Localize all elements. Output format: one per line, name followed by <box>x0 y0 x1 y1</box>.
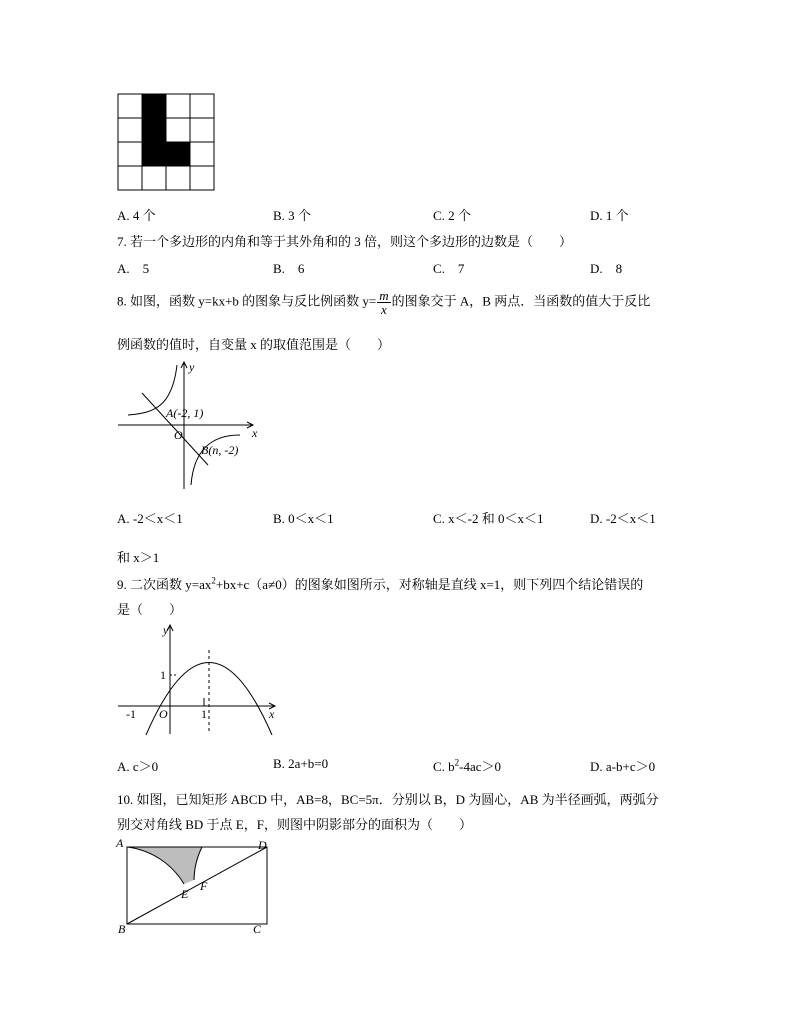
q9-option-c-post: -4ac＞0 <box>459 759 502 774</box>
q9-option-c-pre: C. b <box>433 759 455 774</box>
grid-cell-empty <box>166 118 190 142</box>
q8-frac-numerator: m <box>379 288 389 303</box>
q9-tick-x-neg1: -1 <box>126 707 136 721</box>
grid-cell-filled <box>142 142 166 166</box>
q8-stem-part2: 的图象交于 A，B 两点．当函数的值大于反比 <box>391 293 651 309</box>
grid-cell-filled <box>142 118 166 142</box>
grid-cell-filled <box>142 94 166 118</box>
grid-cell-empty <box>118 94 142 118</box>
q9-option-c-sup: 2 <box>454 757 460 768</box>
q7-option-c[interactable]: C. 7 <box>433 261 465 276</box>
q8-frac-denominator: x <box>381 302 387 317</box>
grid-cell-filled <box>166 142 190 166</box>
q9-option-d[interactable]: D. a-b+c＞0 <box>590 759 656 774</box>
q8-stem-line2: 例函数的值时，自变量 x 的取值范围是（ ） <box>117 337 391 352</box>
grid-cell-empty <box>142 166 166 190</box>
q9-option-a[interactable]: A. c＞0 <box>117 759 159 774</box>
q10-shaded-region <box>127 847 202 884</box>
q9-graph-figure <box>114 620 284 740</box>
q9-stem-sup: 2 <box>211 575 216 586</box>
q9-x-label: x <box>269 707 275 721</box>
q8-option-c[interactable]: C. x＜-2 和 0＜x＜1 <box>433 511 544 526</box>
q8-x-label: x <box>252 426 258 440</box>
grid-cell-empty <box>190 166 214 190</box>
q9-stem-line2: 是（ ） <box>117 602 183 617</box>
q9-origin-label: O <box>159 707 168 721</box>
grid-cell-empty <box>118 142 142 166</box>
grid-cell-empty <box>166 166 190 190</box>
q8-origin-label: O <box>174 428 183 442</box>
q10-rectangle-figure <box>112 835 282 935</box>
grid-cell-empty <box>190 142 214 166</box>
q8-graph-figure <box>114 355 274 495</box>
q9-tick-y1: 1 <box>160 668 166 682</box>
q6-grid-figure <box>116 93 216 191</box>
q10-stem-line1: 10. 如图，已知矩形 ABCD 中，AB=8，BC=5π．分别以 B，D 为圆心，AB 为半径画弧，两弧分 <box>117 792 659 807</box>
q10-label-b: B <box>118 922 126 935</box>
grid-cell-empty <box>166 94 190 118</box>
q6-option-b[interactable]: B. 3 个 <box>273 208 311 223</box>
q8-fraction <box>377 289 390 316</box>
q8-point-b-label: B(n, -2) <box>201 443 239 457</box>
grid-cell-empty <box>190 94 214 118</box>
q10-stem-line2: 别交对角线 BD 于点 E，F，则图中阴影部分的面积为（ ） <box>117 817 472 832</box>
q8-option-d-wrap: 和 x＞1 <box>117 550 160 565</box>
grid-cell-empty <box>118 118 142 142</box>
q9-stem-line1 <box>117 574 643 593</box>
q8-option-d[interactable]: D. -2＜x＜1 <box>590 511 656 526</box>
q9-stem-part1: 9. 二次函数 y=ax <box>117 577 212 592</box>
grid-cell-empty <box>190 118 214 142</box>
q8-option-a[interactable]: A. -2＜x＜1 <box>117 511 183 526</box>
q10-label-f: F <box>200 879 208 893</box>
q10-label-e: E <box>181 887 189 901</box>
q7-option-d[interactable]: D. 8 <box>590 261 623 276</box>
q6-option-c[interactable]: C. 2 个 <box>433 208 471 223</box>
q9-y-label: y <box>163 623 169 637</box>
q8-stem-part1: 8. 如图，函数 y=kx+b 的图象与反比例函数 y= <box>117 293 377 309</box>
q7-option-a[interactable]: A. 5 <box>117 261 150 276</box>
q8-stem-line1 <box>117 289 650 316</box>
q8-option-b[interactable]: B. 0＜x＜1 <box>273 511 334 526</box>
q6-option-a[interactable]: A. 4 个 <box>117 208 156 223</box>
q8-point-a-label: A(-2, 1) <box>166 406 204 420</box>
q10-label-d: D <box>258 838 267 852</box>
q6-option-d[interactable]: D. 1 个 <box>590 208 629 223</box>
q7-stem: 7. 若一个多边形的内角和等于其外角和的 3 倍，则这个多边形的边数是（ ） <box>117 234 573 249</box>
q8-y-label: y <box>189 360 195 374</box>
q7-option-b[interactable]: B. 6 <box>273 261 305 276</box>
grid-cell-empty <box>118 166 142 190</box>
q10-label-a: A <box>116 836 124 850</box>
q9-stem-part2: +bx+c（a≠0）的图象如图所示，对称轴是直线 x=1，则下列四个结论错误的 <box>215 577 644 592</box>
q10-label-c: C <box>253 922 262 935</box>
q9-option-c[interactable] <box>433 756 501 775</box>
q9-tick-x1: 1 <box>201 707 207 721</box>
q9-option-b[interactable]: B. 2a+b=0 <box>273 756 329 771</box>
